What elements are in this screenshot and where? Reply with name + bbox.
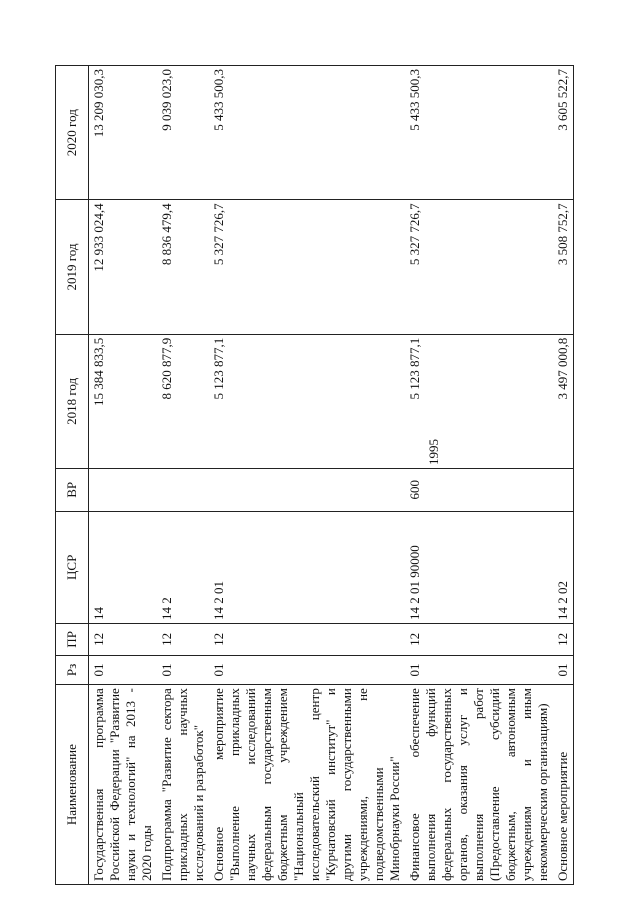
row-vr [209,469,405,512]
header-vr: ВР [56,469,89,512]
row-2019: 12 933 024,4 [89,200,158,334]
row-csr: 14 2 [157,511,209,623]
row-rz: 01 [209,655,405,684]
row-pr: 12 [553,624,574,656]
row-2019: 5 327 726,7 [405,200,553,334]
budget-table [55,65,574,885]
row-rz: 01 [553,655,574,684]
row-rz: 01 [157,655,209,684]
row-vr [553,469,574,512]
row-2018: 8 620 877,9 [157,334,209,468]
row-rz: 01 [405,655,553,684]
row-csr: 14 [89,511,158,623]
row-csr: 14 2 01 90000 [405,511,553,623]
row-2020: 3 605 522,7 [553,66,574,200]
row-2018: 3 497 000,8 [553,334,574,468]
row-2019: 3 508 752,7 [553,200,574,334]
row-name: Государственная программа Российской Федерации "Развитие науки и технологий" на 2013 - 2020 годы [89,685,158,885]
table-row [405,66,553,885]
row-name: Финансовое обеспечение выполнения функций федеральных государственных органов, оказания услуг и выполнения работ (Предоставление субсидий бюджетным, автономным учреждениям и иным некоммерческим организациям) [405,685,553,885]
row-2018: 15 384 833,5 [89,334,158,468]
row-pr: 12 [209,624,405,656]
row-2020: 5 433 500,3 [405,66,553,200]
row-2020: 5 433 500,3 [209,66,405,200]
row-vr [89,469,158,512]
table-header-row [56,66,89,885]
table-row [157,66,209,885]
row-vr [157,469,209,512]
table-row [209,66,405,885]
row-2018: 5 123 877,1 [209,334,405,468]
row-2019: 5 327 726,7 [209,200,405,334]
page-number: 1995 [426,439,441,465]
header-csr: ЦСР [56,511,89,623]
table-row [89,66,158,885]
table-row [553,66,574,885]
row-name: Основное мероприятие "Выполнение прикладных научных исследований федеральным государственным бюджетным учреждением "Национальный исследовательский центр "Курчатовский институт" и другими государственными учреждениями, не подведомственными Минобрнауки России" [209,685,405,885]
row-2020: 13 209 030,3 [89,66,158,200]
row-2020: 9 039 023,0 [157,66,209,200]
header-rz: Рз [56,655,89,684]
header-2018: 2018 год [56,334,89,468]
header-2019: 2019 год [56,200,89,334]
row-name: Основное мероприятие [553,685,574,885]
header-pr: ПР [56,624,89,656]
row-name: Подпрограмма "Развитие сектора прикладных научных исследований и разработок" [157,685,209,885]
rotated-table-sheet [55,45,615,885]
header-name: Наименование [56,685,89,885]
row-pr: 12 [89,624,158,656]
row-csr: 14 2 02 [553,511,574,623]
row-vr: 600 [405,469,553,512]
row-rz: 01 [89,655,158,684]
header-2020: 2020 год [56,66,89,200]
row-pr: 12 [157,624,209,656]
row-pr: 12 [405,624,553,656]
row-2019: 8 836 479,4 [157,200,209,334]
row-csr: 14 2 01 [209,511,405,623]
row-2018: 5 123 877,1 [405,334,553,468]
